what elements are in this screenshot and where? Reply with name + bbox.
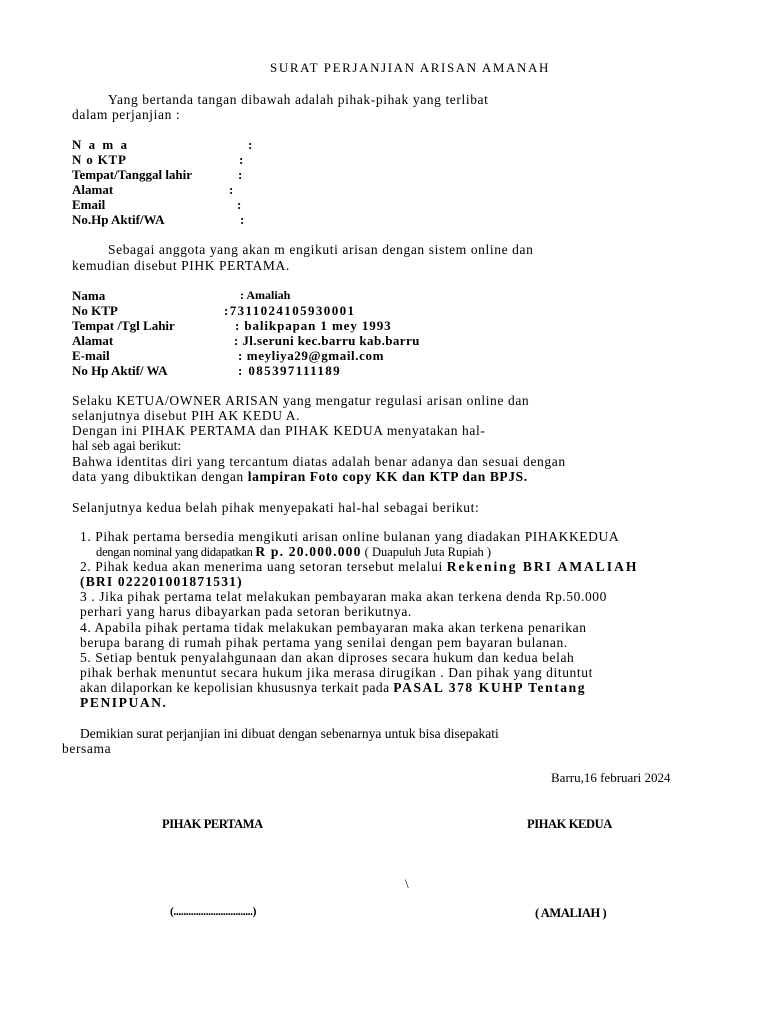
form-value: : [248,137,253,152]
item-5-line-1: 5. Setiap bentuk penyalahgunaan dan akan diproses secara hukum dan kedua belah [80,650,575,665]
form-label: Tempat /Tgl Lahir [72,318,175,333]
form-label: Tempat/Tanggal lahir [72,167,193,182]
closing-line-1: Demikian surat perjanjian ini dibuat dengan sebenarnya untuk bisa disepakati [80,726,499,741]
form-value: :7311024105930001 [224,303,356,318]
member-paragraph-line-2: kemudian disebut PIHK PERTAMA. [72,258,290,273]
form-value: : 085397111189 [238,363,342,378]
form-value: : Amaliah [240,288,291,302]
second-party-signature-label: PIHAK KEDUA [527,817,612,831]
first-party-signature-label: PIHAK PERTAMA [162,817,263,831]
attachment-note: lampiran Foto copy KK dan KTP dan BPJS. [247,469,528,484]
form-label: Alamat [72,182,114,197]
form-value: : balikpapan 1 mey 1993 [235,318,392,333]
intro-line-2: dalam perjanjian : [72,107,181,122]
form-label: No Hp Aktif/ WA [72,363,168,378]
legal-article: PASAL 378 KUHP Tentang [393,680,587,695]
form-label: N o KTP [72,152,127,167]
form-label: Alamat [72,333,114,348]
place-date: Barru,16 februari 2024 [551,770,671,785]
agreement-heading: Selanjutnya kedua belah pihak menyepakati hal-hal sebagai berikut: [72,500,480,515]
item-3-line-2: perhari yang harus dibayarkan pada setoran berikutnya. [80,604,412,619]
item-5-line-2: pihak berhak menuntut secara hukum jika merasa dirugikan . Dan pihak yang dituntut [80,665,593,680]
form-value: : [240,212,245,227]
form-label: Nama [72,288,106,303]
closing-line-2: bersama [62,741,112,756]
form-value: : [239,152,244,167]
member-paragraph-line-1: Sebagai anggota yang akan m engikuti arisan dengan sistem online dan [108,242,534,257]
item-4-line-2: berupa barang di rumah pihak pertama yang senilai dengan pem bayaran bulanan. [80,635,568,650]
intro-line-1: Yang bertanda tangan dibawah adalah pihak-pihak yang terlibat [108,92,489,107]
owner-paragraph-line-4: hal seb agai berikut: [72,438,182,453]
item-4-line-1: 4. Apabila pihak pertama tidak melakukan pembayaran maka akan terkena penarikan [80,620,587,635]
signature-mark: \ [405,876,409,891]
item-5-line-3 [80,680,586,696]
owner-paragraph-line-5: Bahwa identitas diri yang tercantum diatas adalah benar adanya dan sesuai dengan [72,454,566,469]
item-2-line-1 [80,559,638,575]
nominal-words: ( Duapuluh Juta Rupiah ) [361,545,492,559]
form-value: : [229,182,234,197]
item-text: akan dilaporkan ke kepolisian khususnya terkait pada [80,680,394,695]
form-label: Email [72,197,106,212]
form-label: N a m a [72,137,129,152]
owner-text: data yang dibuktikan dengan [72,469,248,484]
owner-paragraph-line-2: selanjutnya disebut PIH AK KEDU A. [72,408,301,423]
document-title: SURAT PERJANJIAN ARISAN AMANAH [270,60,550,75]
form-label: E-mail [72,348,110,363]
item-3-line-1: 3 . Jika pihak pertama telat melakukan pembayaran maka akan terkena denda Rp.50.000 [80,589,607,604]
form-value: : [238,167,243,182]
first-party-name: (................................) [170,906,257,918]
form-value: : [237,197,242,212]
nominal-amount: R p. 20.000.000 [255,544,362,559]
owner-paragraph-line-1: Selaku KETUA/OWNER ARISAN yang mengatur regulasi arisan online dan [72,393,530,408]
item-5-line-4: PENIPUAN. [80,695,168,710]
owner-paragraph-line-3: Dengan ini PIHAK PERTAMA dan PIHAK KEDUA menyatakan hal- [72,423,486,438]
item-text: 2. Pihak kedua akan menerima uang setoran tersebut melalui [80,559,447,574]
second-party-name: ( AMALIAH ) [535,906,607,920]
form-value: : meyliya29@gmail.com [238,348,384,363]
item-1-line-1: 1. Pihak pertama bersedia mengikuti arisan online bulanan yang diadakan PIHAKKEDUA [80,529,620,544]
owner-paragraph-line-6 [72,469,528,485]
form-label: No.Hp Aktif/WA [72,212,165,227]
form-label: No KTP [72,303,118,318]
bank-account-number: (BRI 022201001871531) [80,574,243,589]
form-value: : Jl.seruni kec.barru kab.barru [234,333,420,348]
item-text: dengan nominal yang didapatkan [96,545,256,559]
bank-account-name: Rekening BRI AMALIAH [446,559,639,574]
